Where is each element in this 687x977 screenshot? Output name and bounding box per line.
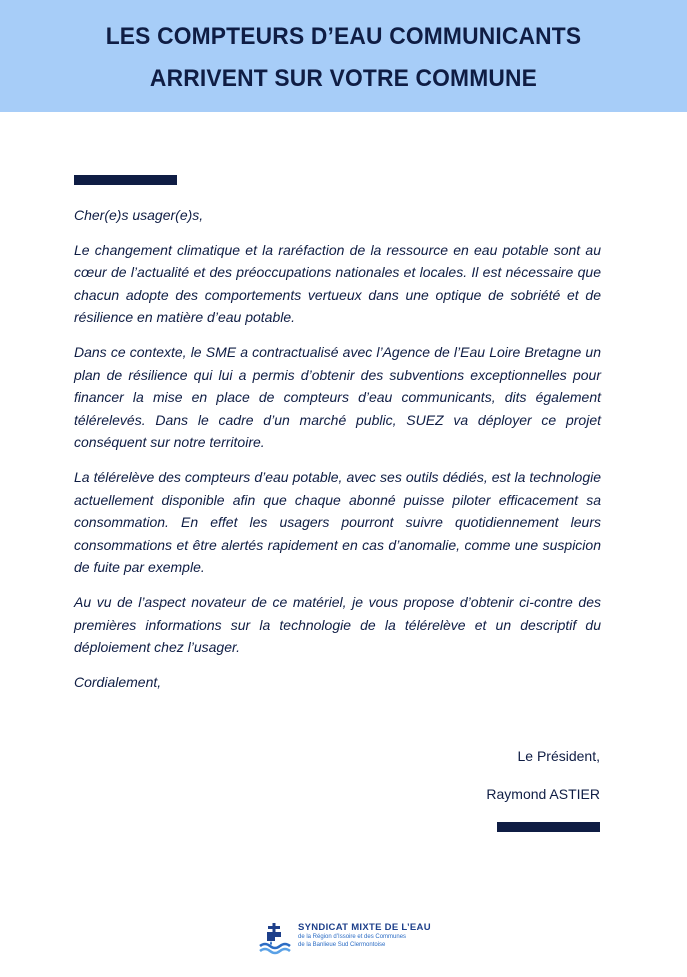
closing: Cordialement, [74, 673, 162, 690]
page-title [24, 16, 663, 100]
syndicate-logo [258, 920, 431, 958]
logo-subtitle-2: de la Banlieue Sud Clermontoise [298, 942, 386, 948]
logo-text [298, 922, 431, 949]
decorative-bar-bottom [497, 822, 600, 832]
header-banner [0, 0, 687, 112]
logo-name: SYNDICAT MIXTE DE L’EAU [298, 922, 431, 933]
decorative-bar-top [74, 175, 177, 185]
logo-subtitle-1: de la Région d’Issoire et des Communes [298, 934, 407, 940]
paragraph-2: Dans ce contexte, le SME a contractualisé avec l’Agence de l’Eau Loire Bretagne un plan de résilience qui lui a permis d’obtenir des subventions exceptionnelles pour financer la mise en place de compteurs d’eau communicants, dits également télérelevés. Dans le cadre d’un marché public, SUEZ va déployer ce projet conséquent sur notre territoire. [74, 343, 601, 451]
signature-block [486, 745, 600, 805]
paragraph-4: Au vu de l’aspect novateur de ce matériel, je vous propose d’obtenir ci-contre des premières informations sur la technologie de la télérelève et un descriptif du déploiement chez l’usager. [74, 593, 601, 656]
paragraph-3: La télérelève des compteurs d’eau potable, avec ses outils dédiés, est la technologie actuellement disponible afin que chaque abonné puisse piloter efficacement sa consommation. En effet les usagers pourront suivre quotidiennement leurs consommations et être alertés rapidement en cas d’anomalie, comme une suspicion de fuite par exemple. [74, 468, 601, 576]
water-tap-logo-icon [258, 920, 296, 958]
signature-title: Le Président, [517, 748, 600, 764]
salutation: Cher(e)s usager(e)s, [74, 207, 204, 223]
signature-name: Raymond ASTIER [486, 786, 600, 802]
page-title-line-2: ARRIVENT SUR VOTRE COMMUNE [149, 65, 538, 92]
paragraph-1: Le changement climatique et la raréfaction de la ressource en eau potable sont au cœur de l’actualité et des préoccupations nationales et locales. Il est nécessaire que chacun adopte des comportements vertueux dans une optique de sobriété et de résilience en matière d’eau potable. [74, 241, 601, 326]
page-title-line-1: LES COMPTEURS D’EAU COMMUNICANTS [105, 23, 582, 50]
letter-body [74, 204, 601, 705]
